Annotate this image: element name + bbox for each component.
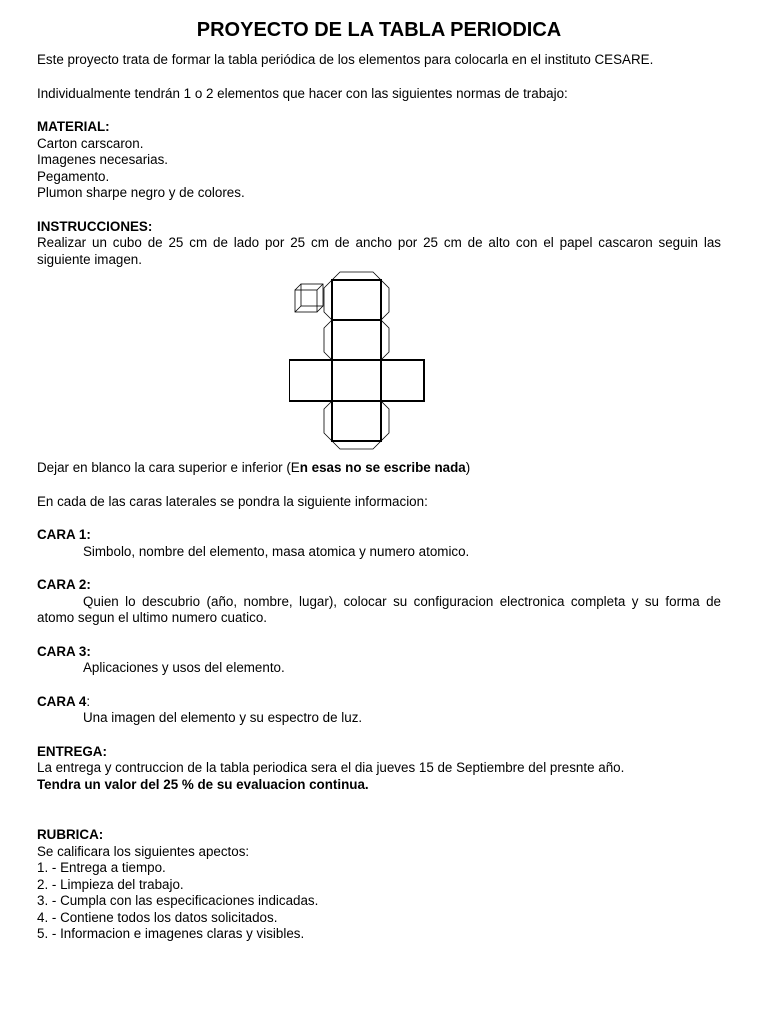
material-item: Pegamento. bbox=[37, 168, 110, 184]
cara-heading-colon: : bbox=[86, 693, 91, 709]
cara-heading: CARA 2: bbox=[37, 577, 91, 592]
cara-4-section bbox=[37, 694, 721, 727]
cara-text: Quien lo descubrio (año, nombre, lugar), colocar su configuracion electronica completa y su forma de atomo segun el ultimo numero cuatico. bbox=[37, 593, 721, 625]
cara-1-section bbox=[37, 527, 721, 560]
rubrica-item: 1. - Entrega a tiempo. bbox=[37, 860, 166, 875]
material-heading: MATERIAL: bbox=[37, 119, 110, 134]
blank-note-prefix: Dejar en blanco la cara superior e inferior (E bbox=[37, 460, 300, 475]
cara-2-section bbox=[37, 577, 721, 627]
rubrica-heading: RUBRICA: bbox=[37, 827, 104, 842]
cara-heading: CARA 3: bbox=[37, 643, 91, 659]
cara-text: Aplicaciones y usos del elemento. bbox=[83, 660, 285, 675]
caras-intro: En cada de las caras laterales se pondra la siguiente informacion: bbox=[37, 493, 428, 509]
cube-net-diagram bbox=[289, 270, 469, 456]
cube-faces bbox=[289, 280, 424, 441]
rubrica-section bbox=[37, 827, 721, 943]
entrega-text: La entrega y contruccion de la tabla periodica sera el dia jueves 15 de Septiembre del presnte año. bbox=[37, 760, 625, 775]
instrucciones-text: Realizar un cubo de 25 cm de lado por 25 cm de ancho por 25 cm de alto con el papel cascaron seguin las siguiente imagen. bbox=[37, 235, 721, 267]
small-cube-icon bbox=[295, 284, 323, 312]
material-item: Carton carscaron. bbox=[37, 135, 144, 151]
blank-note-suffix: ) bbox=[465, 460, 471, 475]
instrucciones-section bbox=[37, 219, 721, 269]
rubrica-item: 3. - Cumpla con las especificaciones indicadas. bbox=[37, 893, 319, 908]
blank-note bbox=[37, 460, 721, 477]
cara-heading: CARA 1: bbox=[37, 527, 91, 542]
intro-paragraph: Este proyecto trata de formar la tabla periódica de los elementos para colocarla en el instituto CESARE. bbox=[37, 52, 654, 67]
rubrica-item: 4. - Contiene todos los datos solicitados. bbox=[37, 909, 278, 925]
cube-net-figure bbox=[37, 270, 721, 456]
entrega-heading: ENTREGA: bbox=[37, 743, 107, 759]
blank-note-bold: n esas no se escribe nada bbox=[299, 460, 466, 475]
instrucciones-heading: INSTRUCCIONES: bbox=[37, 218, 153, 234]
rubrica-item: 2. - Limpieza del trabajo. bbox=[37, 876, 184, 892]
entrega-section bbox=[37, 744, 721, 794]
intro2-paragraph: Individualmente tendrán 1 o 2 elementos que hacer con las siguientes normas de trabajo: bbox=[37, 85, 568, 101]
cara-heading: CARA 4 bbox=[37, 693, 87, 709]
material-section bbox=[37, 119, 721, 202]
cara-text: Una imagen del elemento y su espectro de luz. bbox=[83, 710, 363, 725]
cara-text: Simbolo, nombre del elemento, masa atomica y numero atomico. bbox=[83, 543, 470, 559]
cara-heading-line bbox=[37, 694, 721, 711]
material-item: Plumon sharpe negro y de colores. bbox=[37, 185, 245, 200]
material-list bbox=[37, 136, 721, 202]
page-title: PROYECTO DE LA TABLA PERIODICA bbox=[196, 19, 562, 41]
rubrica-list bbox=[37, 860, 721, 943]
entrega-value: Tendra un valor del 25 % de su evaluacion continua. bbox=[37, 776, 369, 792]
rubrica-item: 5. - Informacion e imagenes claras y visibles. bbox=[37, 926, 305, 941]
cara-3-section bbox=[37, 644, 721, 677]
material-item: Imagenes necesarias. bbox=[37, 152, 169, 167]
document-page bbox=[37, 14, 721, 943]
rubrica-intro: Se calificara los siguientes apectos: bbox=[37, 843, 250, 859]
